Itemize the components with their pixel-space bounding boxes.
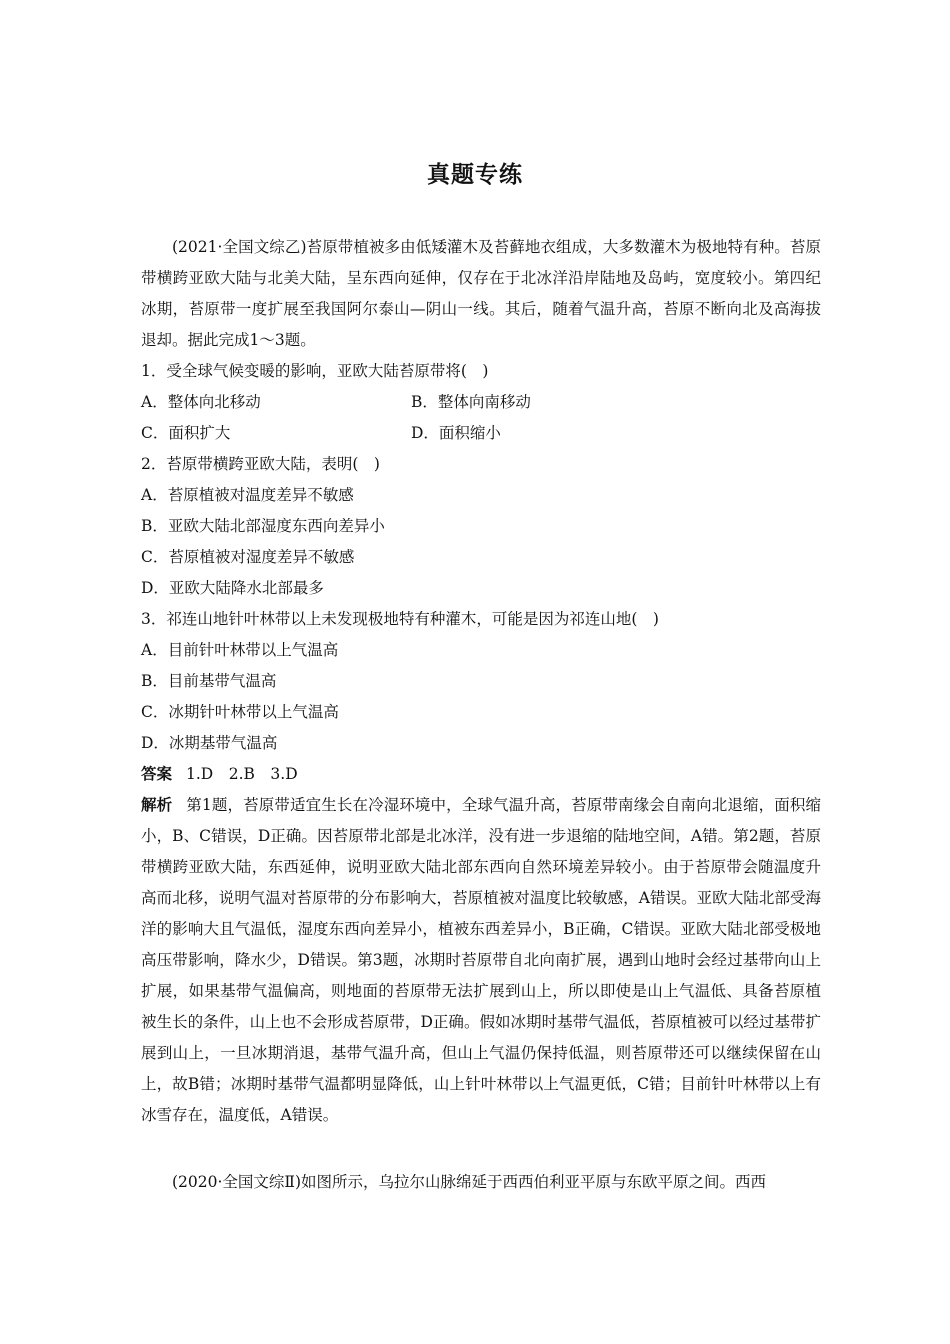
q2-option-c: C．苔原植被对湿度差异不敏感 bbox=[141, 548, 355, 566]
q3-option-d: D．冰期基带气温高 bbox=[141, 734, 278, 752]
content-body bbox=[141, 232, 821, 1131]
question-2-stem: 2．苔原带横跨亚欧大陆，表明( ) bbox=[141, 455, 380, 473]
q1-option-a: A．整体向北移动 bbox=[141, 393, 261, 411]
q2-option-d: D．亚欧大陆降水北部最多 bbox=[141, 579, 324, 597]
next-intro-paragraph: (2020·全国文综Ⅱ)如图所示，乌拉尔山脉绵延于西西伯利亚平原与东欧平原之间。西西 bbox=[172, 1173, 767, 1191]
explanation-label: 解析 bbox=[141, 796, 173, 814]
q3-option-b: B．目前基带气温高 bbox=[141, 672, 277, 690]
q2-option-a: A．苔原植被对温度差异不敏感 bbox=[141, 486, 354, 504]
q3-option-c: C．冰期针叶林带以上气温高 bbox=[141, 703, 339, 721]
q3-option-a: A．目前针叶林带以上气温高 bbox=[141, 641, 339, 659]
intro-paragraph: (2021·全国文综乙)苔原带植被多由低矮灌木及苔藓地衣组成，大多数灌木为极地特有种。苔原带横跨亚欧大陆与北美大陆，呈东西向延伸，仅存在于北冰洋沿岸陆地及岛屿，宽度较小。第四纪冰期，苔原带一度扩展至我国阿尔泰山—阴山一线。其后，随着气温升高，苔原不断向北及高海拔退却。据此完成1～3题。 bbox=[141, 238, 821, 349]
explanation-text: 第1题，苔原带适宜生长在冷湿环境中，全球气温升高，苔原带南缘会自南向北退缩，面积缩小，B、C错误，D正确。因苔原带北部是北冰洋，没有进一步退缩的陆地空间，A错。第2题，苔原带横跨亚欧大陆，东西延伸，说明亚欧大陆北部东西向自然环境差异较小。由于苔原带会随温度升高而北移，说明气温对苔原带的分布影响大，苔原植被对温度比较敏感，A错误。亚欧大陆北部受海洋的影响大且气温低，湿度东西向差异小，植被东西差异小，B正确，C错误。亚欧大陆北部受极地高压带影响，降水少，D错误。第3题，冰期时苔原带自北向南扩展，遇到山地时会经过基带向山上扩展，如果基带气温偏高，则地面的苔原带无法扩展到山上，所以即使是山上气温低、具备苔原植被生长的条件，山上也不会形成苔原带，D正确。假如冰期时基带气温低，苔原植被可以经过基带扩展到山上，一旦冰期消退，基带气温升高，但山上气温仍保持低温，则苔原带还可以继续保留在山上，故B错；冰期时基带气温都明显降低，山上针叶林带以上气温更低，C错；目前针叶林带以上有冰雪存在，温度低，A错误。 bbox=[141, 796, 821, 1124]
answer-text: 1.D 2.B 3.D bbox=[186, 765, 298, 783]
q1-option-b: B．整体向南移动 bbox=[411, 393, 531, 411]
answer-line bbox=[141, 759, 821, 790]
question-1-stem: 1．受全球气候变暖的影响，亚欧大陆苔原带将( ) bbox=[141, 362, 489, 380]
q1-option-d: D．面积缩小 bbox=[411, 424, 501, 442]
question-1-options-row-1 bbox=[141, 387, 821, 418]
answer-label: 答案 bbox=[141, 765, 173, 783]
question-1-options-row-2 bbox=[141, 418, 821, 449]
q2-option-b: B．亚欧大陆北部湿度东西向差异小 bbox=[141, 517, 385, 535]
explanation-paragraph bbox=[141, 790, 821, 1131]
page-title: 真题专练 bbox=[427, 162, 523, 188]
q1-option-c: C．面积扩大 bbox=[141, 424, 231, 442]
question-3-stem: 3．祁连山地针叶林带以上未发现极地特有种灌木，可能是因为祁连山地( ) bbox=[141, 610, 659, 628]
